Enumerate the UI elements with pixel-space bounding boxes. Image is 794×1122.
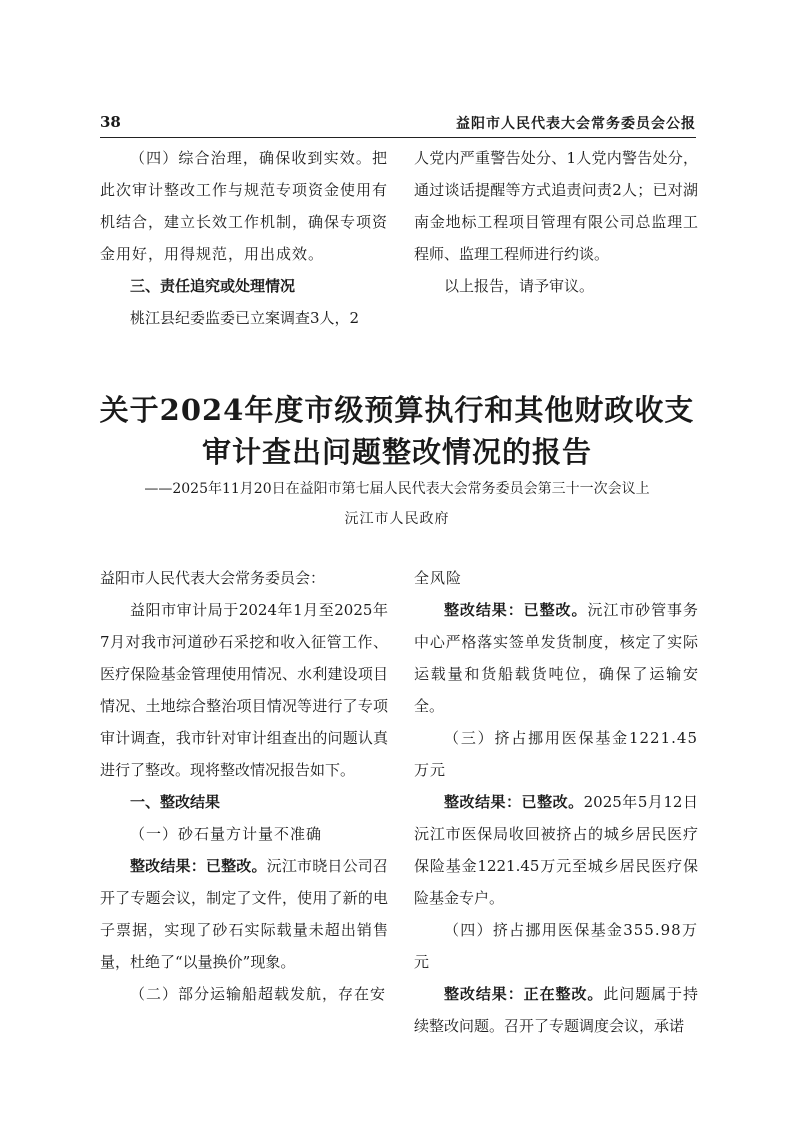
article-issuer: 沅江市人民政府 [344, 511, 450, 527]
body-right-column [414, 562, 698, 1042]
item-3-text: 2025年5月12日沅江市医保局收回被挤占的城乡居民医疗保险基金1221.45万元至城乡居民医疗保险基金专户。 [414, 793, 698, 907]
page-number: 38 [100, 113, 121, 131]
item-4-title: （四）挤占挪用医保基金355.98万元 [414, 921, 698, 971]
item-2-title: （二）部分运输船超载发航，存在安 [130, 985, 387, 1003]
prev-article-right-column [414, 142, 698, 302]
prev-closing: 以上报告，请予审议。 [444, 277, 595, 295]
item-1-title: （一）砂石量方计量不准确 [130, 825, 323, 843]
body-left-column [100, 562, 388, 1010]
item-1-text: 沅江市晓日公司召开了专题会议，制定了文件，使用了新的电子票据，实现了砂石实际载量未超出销售量，杜绝了“以量换价”现象。 [100, 857, 388, 971]
section-heading-1: 一、整改结果 [130, 793, 221, 811]
article-title-line-2: 审计查出问题整改情况的报告 [201, 435, 592, 469]
journal-title: 益阳市人民代表大会常务委员会公报 [456, 116, 696, 132]
prev-paragraph-1: （四）综合治理，确保收到实效。把此次审计整改工作与规范专项资金使用有机结合，建立长效工作机制，确保专项资金用好，用得规范，用出成效。 [100, 149, 389, 263]
item-4-label: 整改结果：正在整改。 [444, 985, 604, 1003]
item-2-label: 整改结果：已整改。 [444, 601, 588, 619]
item-2-text: 沅江市砂管事务中心严格落实签单发货制度，核定了实际运载量和货船载货吨位，确保了运输安全。 [414, 601, 698, 715]
prev-paragraph-3: 人党内严重警告处分、1人党内警告处分，通过谈话提醒等方式追责问责2人；已对湖南金地标工程项目管理有限公司总监理工程师、监理工程师进行约谈。 [414, 149, 698, 263]
item-1-label: 整改结果：已整改。 [130, 857, 267, 875]
item-3-label: 整改结果：已整改。 [444, 793, 584, 811]
item-2-title-cont: 全风险 [414, 569, 463, 587]
item-4-text: 此问题属于持续整改问题。召开了专题调度会议，承诺 [414, 985, 698, 1035]
prev-paragraph-2: 桃江县纪委监委已立案调查3人，2 [130, 309, 360, 327]
prev-section-heading: 三、责任追究或处理情况 [130, 277, 296, 295]
article-subtitle: ——2025年11月20日在益阳市第七届人民代表大会常务委员会第三十一次会议上 [144, 481, 650, 497]
page-header [100, 111, 696, 138]
article-title-line-1: 关于2024年度市级预算执行和其他财政收支 [99, 393, 695, 427]
prev-article-left-column [100, 142, 388, 334]
intro-paragraph: 益阳市审计局于2024年1月至2025年7月对我市河道砂石采挖和收入征管工作、医疗保险基金管理使用情况、水利建设项目情况、土地综合整治项目情况等进行了专项审计调查，我市针对审计组查出的问题认真进行了整改。现将整改情况报告如下。 [100, 601, 388, 779]
item-3-title: （三）挤占挪用医保基金1221.45万元 [414, 729, 698, 779]
salutation: 益阳市人民代表大会常务委员会： [100, 569, 326, 587]
